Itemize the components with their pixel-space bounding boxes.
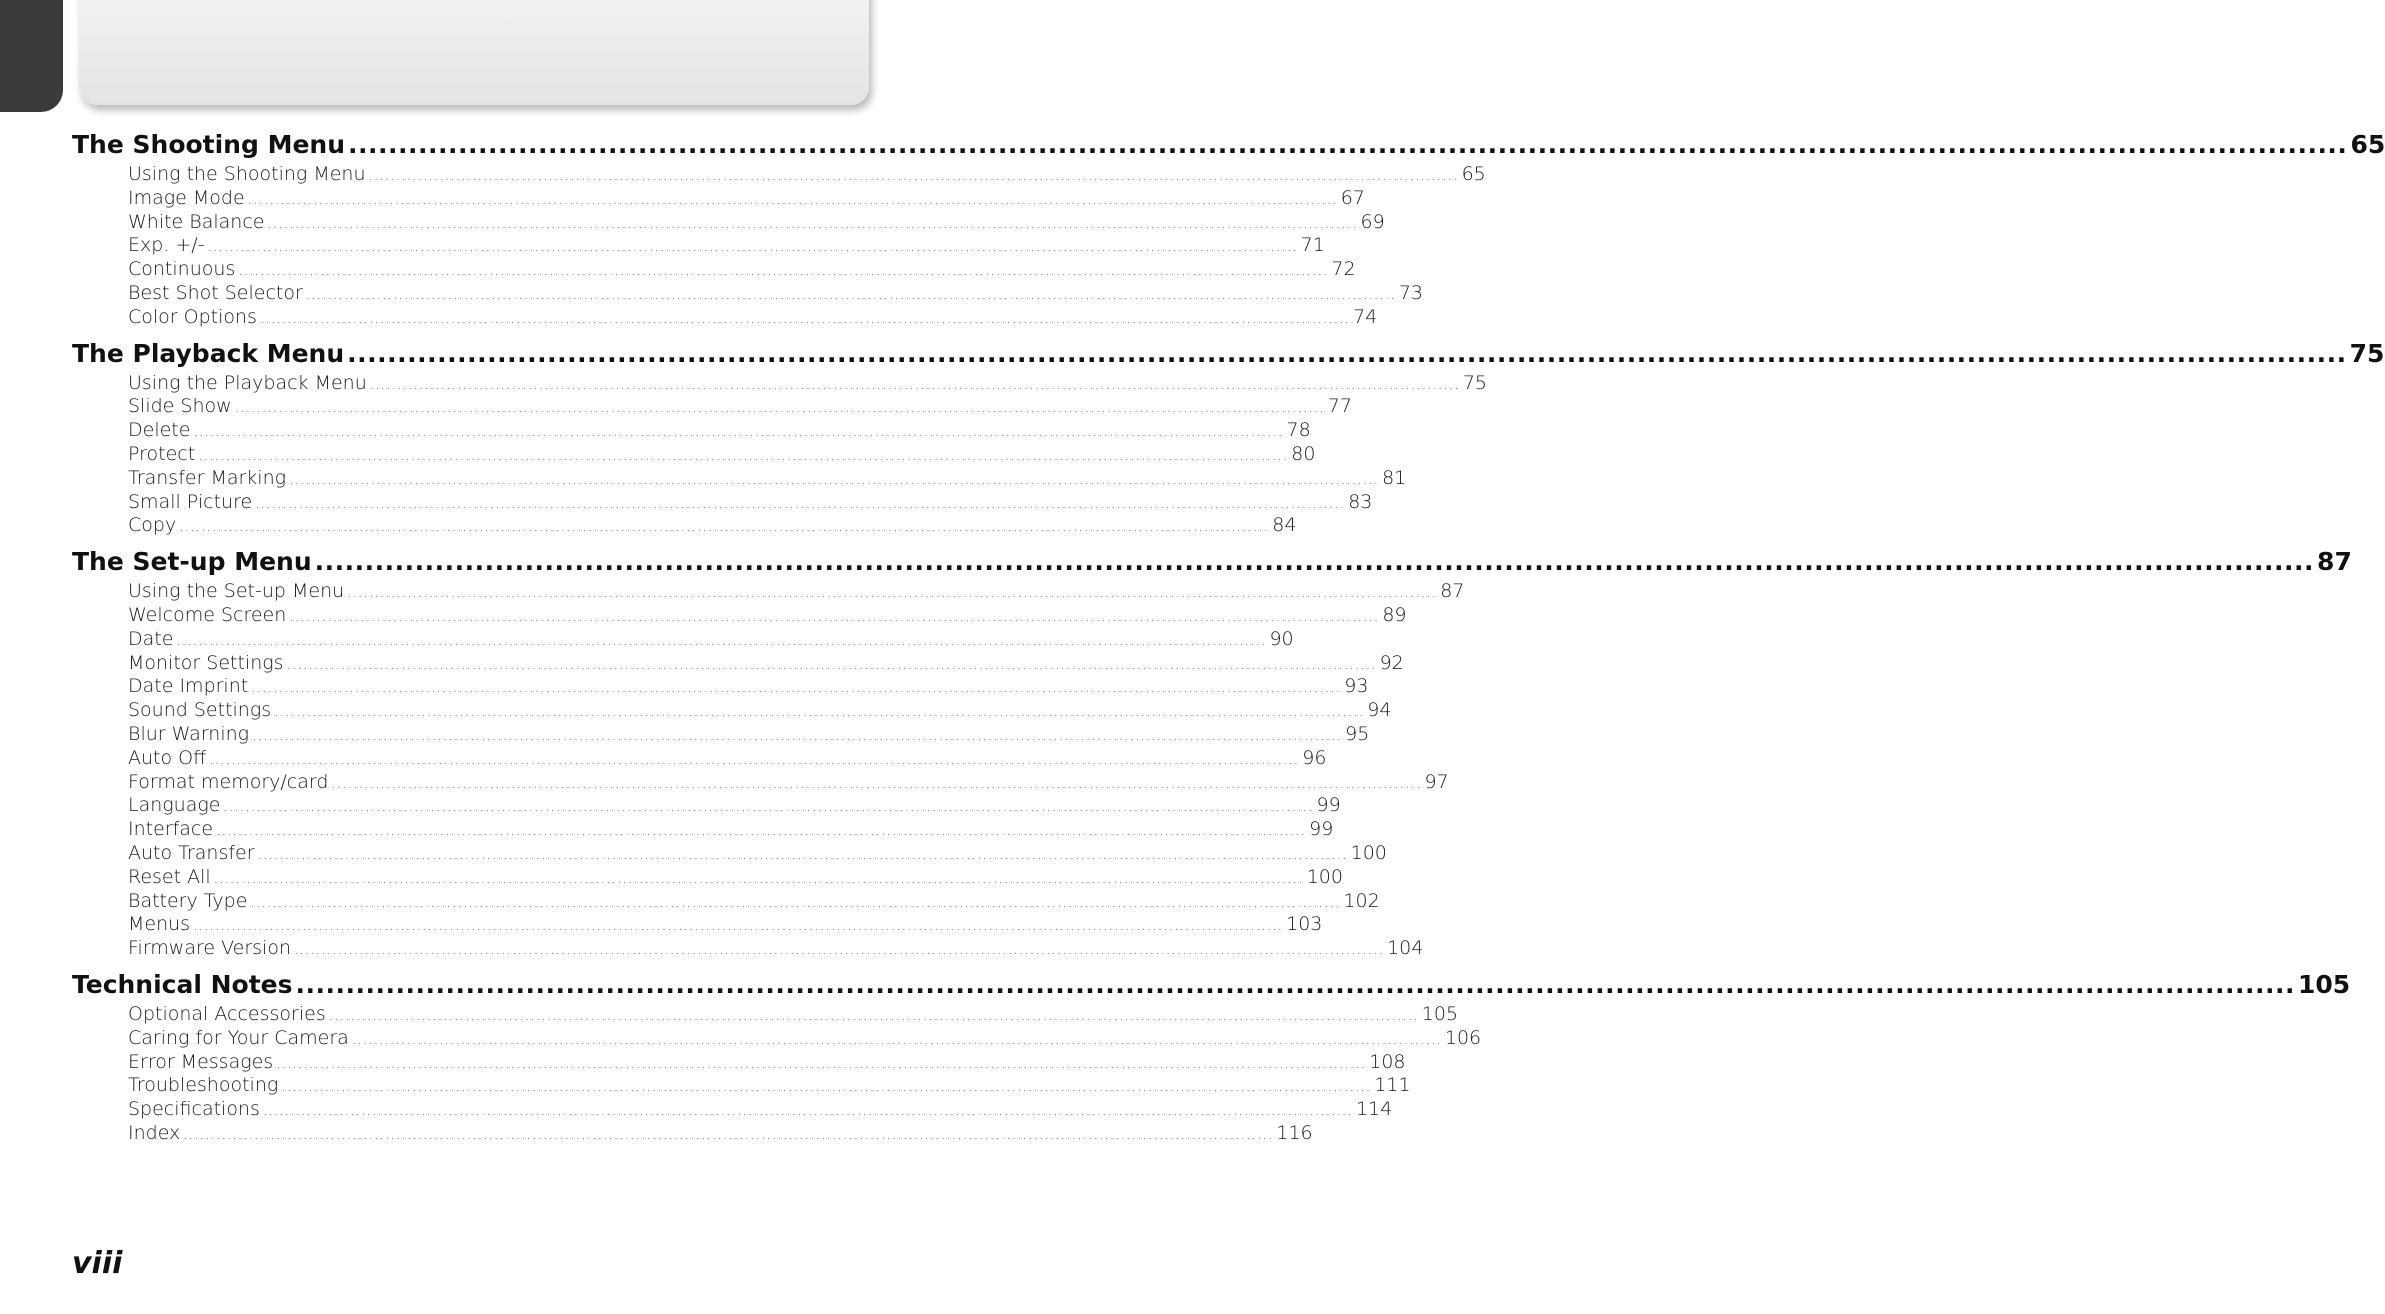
entry-page: 100: [1350, 841, 1387, 864]
toc-entry[interactable]: [128, 1026, 1482, 1051]
dot-leader: ........................................................................................................................................................................................................: [351, 1031, 1442, 1048]
entry-label: Reset All: [128, 865, 211, 888]
entry-page: 99: [1309, 818, 1334, 841]
section-page: 105: [2297, 969, 2351, 999]
dot-leader: ........................................................................................................................................................................................................: [223, 799, 1314, 816]
toc-entry[interactable]: [128, 186, 1365, 211]
dot-leader: ........................................................................................................................................................................................................: [209, 751, 1300, 768]
entry-page: 89: [1382, 603, 1407, 626]
entry-label: White Balance: [128, 210, 265, 233]
toc-entry[interactable]: [128, 794, 1341, 818]
dot-leader: ........................................................................................................................................................................................................: [216, 823, 1307, 840]
toc-entry[interactable]: [128, 580, 1465, 604]
entry-label: Color Options: [128, 305, 257, 328]
toc-entry[interactable]: [128, 163, 1486, 187]
dot-leader: ........................................................................................................................................................................................................: [198, 447, 1289, 464]
toc-entry[interactable]: [128, 514, 1297, 538]
dot-leader: ........................................................................................................................................................................................................: [295, 969, 2295, 999]
entry-page: 78: [1286, 419, 1311, 442]
dot-leader: ........................................................................................................................................................................................................: [368, 168, 1459, 184]
toc-entry[interactable]: [128, 603, 1407, 628]
entry-label: Date Imprint: [128, 675, 249, 698]
entry-page: 75: [1462, 371, 1488, 394]
dot-leader: ........................................................................................................................................................................................................: [369, 376, 1460, 393]
entry-label: Battery Type: [128, 889, 248, 912]
toc-entry[interactable]: [128, 371, 1488, 396]
table-of-contents: [72, 128, 2385, 1153]
entry-label: Error Messages: [128, 1050, 274, 1073]
side-tab: [0, 0, 63, 112]
toc-section: [72, 337, 2385, 539]
entry-label: Index: [128, 1121, 181, 1144]
entry-page: 71: [1300, 234, 1325, 257]
entry-page: 65: [1461, 163, 1486, 185]
dot-leader: ........................................................................................................................................................................................................: [347, 338, 2347, 368]
dot-leader: ........................................................................................................................................................................................................: [305, 286, 1396, 303]
toc-section: [72, 545, 2352, 961]
section-title: The Playback Menu: [72, 338, 345, 368]
entry-label: Sound Settings: [128, 699, 272, 722]
dot-leader: ........................................................................................................................................................................................................: [267, 215, 1358, 232]
entry-page: 95: [1345, 722, 1370, 745]
section-heading[interactable]: [72, 128, 2385, 162]
dot-leader: ........................................................................................................................................................................................................: [314, 547, 2315, 577]
toc-entry[interactable]: [128, 281, 1424, 306]
toc-entry[interactable]: [128, 1002, 1459, 1027]
entry-label: Copy: [128, 514, 177, 537]
entry-page: 114: [1355, 1098, 1393, 1121]
dot-leader: ........................................................................................................................................................................................................: [274, 704, 1365, 721]
dot-leader: ........................................................................................................................................................................................................: [257, 846, 1348, 863]
entry-page: 73: [1398, 281, 1424, 304]
dot-leader: ........................................................................................................................................................................................................: [289, 608, 1380, 625]
dot-leader: ........................................................................................................................................................................................................: [281, 1079, 1372, 1096]
entry-label: Welcome Screen: [128, 603, 287, 626]
dot-leader: ........................................................................................................................................................................................................: [276, 1055, 1367, 1072]
entry-label: Auto Transfer: [128, 841, 255, 864]
dot-leader: ........................................................................................................................................................................................................: [262, 1103, 1353, 1120]
dot-leader: ........................................................................................................................................................................................................: [289, 471, 1380, 488]
dot-leader: ........................................................................................................................................................................................................: [179, 519, 1270, 536]
toc-entry[interactable]: [128, 210, 1385, 235]
entry-label: Date: [128, 627, 174, 650]
entry-label: Blur Warning: [128, 722, 250, 745]
entry-label: Continuous: [128, 258, 236, 281]
entry-label: Format memory/card: [128, 770, 329, 793]
dot-leader: ........................................................................................................................................................................................................: [251, 680, 1342, 697]
toc-section: [72, 968, 2351, 1146]
entry-page: 83: [1348, 490, 1373, 513]
entry-page: 80: [1291, 442, 1316, 465]
toc-entry[interactable]: [128, 913, 1323, 937]
toc-entry[interactable]: [128, 937, 1424, 961]
entry-label: Using the Shooting Menu: [128, 163, 366, 185]
section-page: 87: [2317, 547, 2352, 577]
toc-entry[interactable]: [128, 818, 1334, 842]
toc-entry[interactable]: [128, 258, 1356, 282]
entry-page: 100: [1306, 865, 1343, 888]
entry-label: Troubleshooting: [128, 1074, 279, 1097]
toc-entry[interactable]: [128, 841, 1387, 866]
entry-page: 81: [1382, 466, 1407, 489]
toc-entry[interactable]: [128, 865, 1343, 890]
header-panel: [79, 0, 869, 105]
entry-page: 93: [1344, 675, 1369, 698]
dot-leader: ........................................................................................................................................................................................................: [247, 191, 1338, 208]
section-heading[interactable]: [72, 337, 2385, 371]
entry-label: Optional Accessories: [128, 1002, 326, 1025]
entry-label: Interface: [128, 818, 214, 841]
entry-label: Caring for Your Camera: [128, 1026, 349, 1049]
toc-entry[interactable]: [128, 490, 1373, 515]
toc-entry[interactable]: [128, 1050, 1406, 1075]
entry-page: 87: [1440, 580, 1465, 603]
toc-entry[interactable]: [128, 419, 1311, 443]
section-title: Technical Notes: [72, 969, 293, 999]
toc-entry[interactable]: [128, 722, 1370, 747]
page-number: viii: [72, 1246, 123, 1281]
toc-entry[interactable]: [128, 234, 1325, 258]
entry-label: Protect: [128, 442, 196, 465]
entry-page: 67: [1340, 186, 1365, 209]
entry-page: 99: [1316, 794, 1341, 817]
entry-label: Exp. +/-: [128, 234, 205, 257]
toc-entry[interactable]: [128, 1121, 1313, 1146]
dot-leader: ........................................................................................................................................................................................................: [238, 263, 1329, 280]
section-title: The Set-up Menu: [72, 547, 312, 577]
toc-entry[interactable]: [128, 627, 1294, 652]
entry-label: Slide Show: [128, 395, 232, 418]
entry-page: 84: [1272, 514, 1297, 537]
toc-entry[interactable]: [128, 746, 1327, 771]
section-page: 65: [2350, 130, 2385, 159]
dot-leader: ........................................................................................................................................................................................................: [331, 775, 1422, 792]
entry-page: 74: [1353, 305, 1378, 328]
toc-entry[interactable]: [128, 1098, 1393, 1122]
entry-label: Monitor Settings: [128, 651, 284, 674]
section-heading[interactable]: [72, 968, 2351, 1002]
entry-page: 116: [1276, 1121, 1313, 1144]
dot-leader: ........................................................................................................................................................................................................: [207, 239, 1298, 256]
dot-leader: ........................................................................................................................................................................................................: [213, 870, 1304, 887]
entry-label: Image Mode: [128, 186, 245, 209]
entry-page: 104: [1387, 937, 1424, 960]
dot-leader: ........................................................................................................................................................................................................: [347, 585, 1438, 602]
dot-leader: ........................................................................................................................................................................................................: [250, 894, 1341, 911]
entry-page: 106: [1444, 1026, 1482, 1049]
toc-entry[interactable]: [128, 395, 1352, 419]
entry-label: Language: [128, 794, 221, 817]
entry-label: Auto Off: [128, 746, 207, 769]
dot-leader: ........................................................................................................................................................................................................: [234, 400, 1325, 417]
entry-page: 103: [1286, 913, 1323, 936]
dot-leader: ........................................................................................................................................................................................................: [252, 727, 1343, 744]
entry-label: Specifications: [128, 1098, 260, 1121]
toc-entry[interactable]: [128, 675, 1369, 699]
dot-leader: ........................................................................................................................................................................................................: [286, 656, 1377, 673]
toc-entry[interactable]: [128, 442, 1316, 467]
dot-leader: ........................................................................................................................................................................................................: [255, 495, 1346, 512]
section-title: The Shooting Menu: [72, 130, 346, 159]
toc-entry[interactable]: [128, 466, 1407, 491]
section-page: 75: [2349, 338, 2385, 368]
dot-leader: ........................................................................................................................................................................................................: [259, 310, 1351, 327]
dot-leader: ........................................................................................................................................................................................................: [193, 424, 1284, 441]
toc-entry[interactable]: [128, 1074, 1411, 1098]
entry-label: Transfer Marking: [128, 466, 287, 489]
entry-page: 94: [1367, 699, 1392, 722]
entry-page: 90: [1269, 627, 1294, 650]
dot-leader: ........................................................................................................................................................................................................: [176, 632, 1267, 649]
toc-entry[interactable]: [128, 699, 1392, 723]
entry-label: Using the Playback Menu: [128, 371, 367, 394]
toc-entry[interactable]: [128, 770, 1449, 795]
entry-label: Delete: [128, 419, 191, 442]
toc-section: [72, 128, 2385, 330]
dot-leader: ........................................................................................................................................................................................................: [293, 942, 1385, 959]
entry-label: Best Shot Selector: [128, 281, 303, 304]
dot-leader: ........................................................................................................................................................................................................: [328, 1007, 1419, 1024]
entry-page: 102: [1343, 889, 1380, 912]
entry-page: 96: [1302, 746, 1327, 769]
entry-label: Firmware Version: [128, 937, 291, 960]
toc-entry[interactable]: [128, 651, 1404, 676]
toc-entry[interactable]: [128, 889, 1380, 914]
dot-leader: ........................................................................................................................................................................................................: [183, 1126, 1274, 1143]
dot-leader: ........................................................................................................................................................................................................: [193, 918, 1284, 935]
entry-page: 72: [1331, 258, 1356, 281]
entry-page: 69: [1360, 210, 1385, 233]
entry-label: Using the Set-up Menu: [128, 580, 345, 603]
entry-label: Menus: [128, 913, 191, 936]
entry-page: 108: [1369, 1050, 1406, 1073]
entry-page: 97: [1424, 770, 1449, 793]
entry-page: 92: [1379, 651, 1404, 674]
entry-label: Small Picture: [128, 490, 253, 513]
dot-leader: ........................................................................................................................................................................................................: [348, 130, 2348, 159]
entry-page: 77: [1327, 395, 1352, 418]
section-heading[interactable]: [72, 545, 2352, 579]
entry-page: 111: [1374, 1074, 1411, 1097]
entry-page: 105: [1421, 1002, 1459, 1025]
toc-entry[interactable]: [128, 305, 1378, 330]
